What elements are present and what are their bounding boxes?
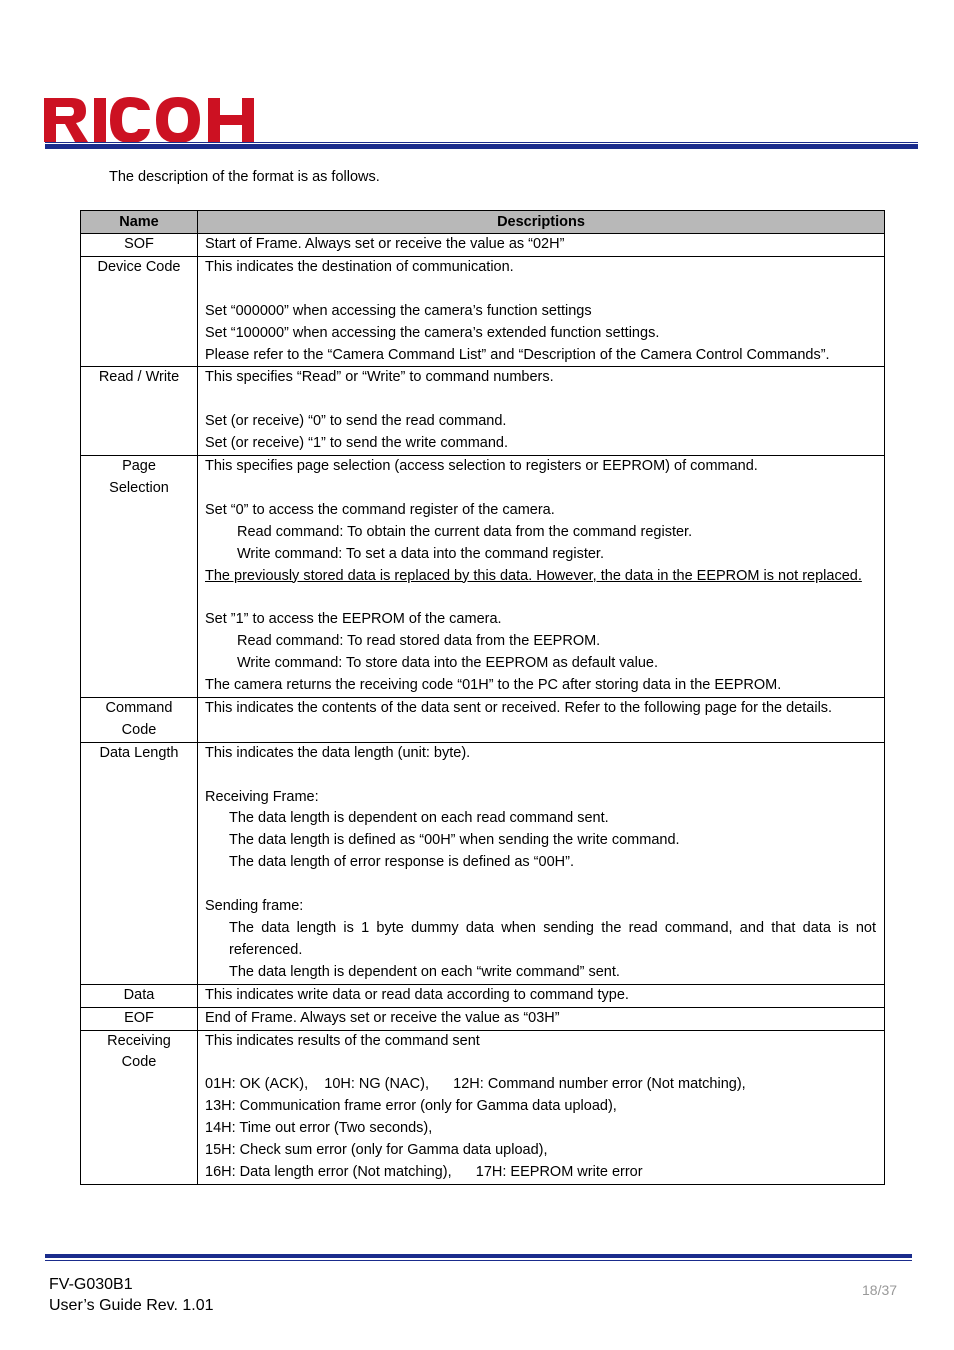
row-name-line: Code bbox=[121, 721, 157, 738]
desc-line: 15H: Check sum error (only for Gamma data upload), bbox=[205, 1142, 548, 1159]
row-name-line: Code bbox=[121, 1054, 157, 1071]
header-rule bbox=[45, 142, 918, 149]
desc-line: This indicates the data length (unit: byte). bbox=[205, 744, 471, 761]
row-description bbox=[198, 1030, 885, 1184]
row-name: Read / Write bbox=[81, 367, 198, 456]
desc-line: The camera returns the receiving code “01H” to the PC after storing data in the EEPROM. bbox=[205, 677, 782, 694]
intro-text: The description of the format is as follows. bbox=[109, 169, 380, 185]
footer-guide-revision: User’s Guide Rev. 1.01 bbox=[49, 1297, 214, 1314]
col-header-descriptions: Descriptions bbox=[198, 211, 885, 234]
desc-line: The data length of error response is defined as “00H”. bbox=[229, 854, 574, 871]
desc-line: Set “000000” when accessing the camera’s function settings bbox=[205, 302, 592, 319]
row-name-line: Selection bbox=[109, 479, 169, 496]
footer-document-info bbox=[49, 1274, 214, 1316]
desc-line: 13H: Communication frame error (only for Gamma data upload), bbox=[205, 1098, 617, 1115]
desc-line: Please refer to the “Camera Command List” and “Description of the Camera Control Commands”. bbox=[205, 346, 830, 363]
desc-line: Set ”1” to access the EEPROM of the camera. bbox=[205, 611, 502, 628]
row-description bbox=[198, 742, 885, 984]
row-name: SOF bbox=[81, 234, 198, 257]
row-name: Data bbox=[81, 984, 198, 1007]
row-description bbox=[198, 456, 885, 698]
row-name bbox=[81, 456, 198, 698]
table-row-read-write bbox=[81, 367, 885, 456]
desc-line: This indicates the destination of communication. bbox=[205, 258, 514, 275]
row-description bbox=[198, 697, 885, 742]
desc-line: Read command: To read stored data from the EEPROM. bbox=[237, 633, 601, 650]
desc-line: The data length is 1 byte dummy data when sending the read command, and that data is not referenced. bbox=[229, 920, 876, 958]
desc-line: End of Frame. Always set or receive the value as “03H” bbox=[205, 1009, 560, 1026]
desc-line: Set “0” to access the command register of the camera. bbox=[205, 501, 555, 518]
col-header-name: Name bbox=[81, 211, 198, 234]
row-name: EOF bbox=[81, 1007, 198, 1030]
desc-line: This indicates write data or read data according to command type. bbox=[205, 986, 629, 1003]
row-name-line: Page bbox=[122, 458, 156, 475]
table-header-row bbox=[81, 211, 885, 234]
row-description bbox=[198, 234, 885, 257]
desc-line: Sending frame: bbox=[205, 898, 304, 915]
desc-line: The data length is defined as “00H” when sending the write command. bbox=[229, 832, 680, 849]
desc-line: Set (or receive) “1” to send the write command. bbox=[205, 435, 509, 452]
row-description bbox=[198, 367, 885, 456]
table-row-device-code bbox=[81, 256, 885, 367]
footer-model: FV-G030B1 bbox=[49, 1276, 133, 1293]
desc-line: Write command: To store data into the EEPROM as default value. bbox=[237, 655, 658, 672]
row-name-line: Command bbox=[105, 699, 173, 716]
desc-line: Read command: To obtain the current data from the command register. bbox=[237, 523, 693, 540]
desc-line: The data length is dependent on each read command sent. bbox=[229, 810, 609, 827]
desc-line: Receiving Frame: bbox=[205, 788, 319, 805]
desc-line: The data length is dependent on each “write command” sent. bbox=[229, 963, 620, 980]
row-description bbox=[198, 256, 885, 367]
desc-line: This indicates the contents of the data sent or received. Refer to the following page for the details. bbox=[205, 699, 833, 716]
table-row-receiving-code bbox=[81, 1030, 885, 1184]
format-table bbox=[80, 210, 885, 1185]
footer-rule bbox=[45, 1254, 912, 1261]
desc-line: 16H: Data length error (Not matching), 17H: EEPROM write error bbox=[205, 1163, 643, 1180]
table-row-eof bbox=[81, 1007, 885, 1030]
row-name-line: Receiving bbox=[107, 1032, 171, 1049]
table-row-page-selection bbox=[81, 456, 885, 698]
desc-line-underlined: The previously stored data is replaced by this data. However, the data in the EEPROM is not replaced. bbox=[205, 567, 862, 584]
desc-line: This specifies “Read” or “Write” to command numbers. bbox=[205, 369, 554, 386]
desc-line: This specifies page selection (access selection to registers or EEPROM) of command. bbox=[205, 458, 758, 475]
row-name bbox=[81, 697, 198, 742]
table-row-sof bbox=[81, 234, 885, 257]
row-name bbox=[81, 1030, 198, 1184]
row-description bbox=[198, 1007, 885, 1030]
page-number: 18/37 bbox=[862, 1282, 898, 1298]
table-row-command-code bbox=[81, 697, 885, 742]
ricoh-logo bbox=[42, 96, 282, 144]
desc-line: 01H: OK (ACK), 10H: NG (NAC), 12H: Command number error (Not matching), bbox=[205, 1076, 746, 1093]
row-description bbox=[198, 984, 885, 1007]
row-name: Data Length bbox=[81, 742, 198, 984]
desc-line: Set “100000” when accessing the camera’s extended function settings. bbox=[205, 324, 660, 341]
desc-line: Set (or receive) “0” to send the read command. bbox=[205, 413, 507, 430]
table-row-data-length bbox=[81, 742, 885, 984]
table-row-data bbox=[81, 984, 885, 1007]
desc-line: Write command: To set a data into the command register. bbox=[237, 545, 604, 562]
desc-line: Start of Frame. Always set or receive the value as “02H” bbox=[205, 236, 565, 252]
desc-line: This indicates results of the command sent bbox=[205, 1032, 480, 1049]
desc-line: 14H: Time out error (Two seconds), bbox=[205, 1120, 433, 1137]
row-name: Device Code bbox=[81, 256, 198, 367]
